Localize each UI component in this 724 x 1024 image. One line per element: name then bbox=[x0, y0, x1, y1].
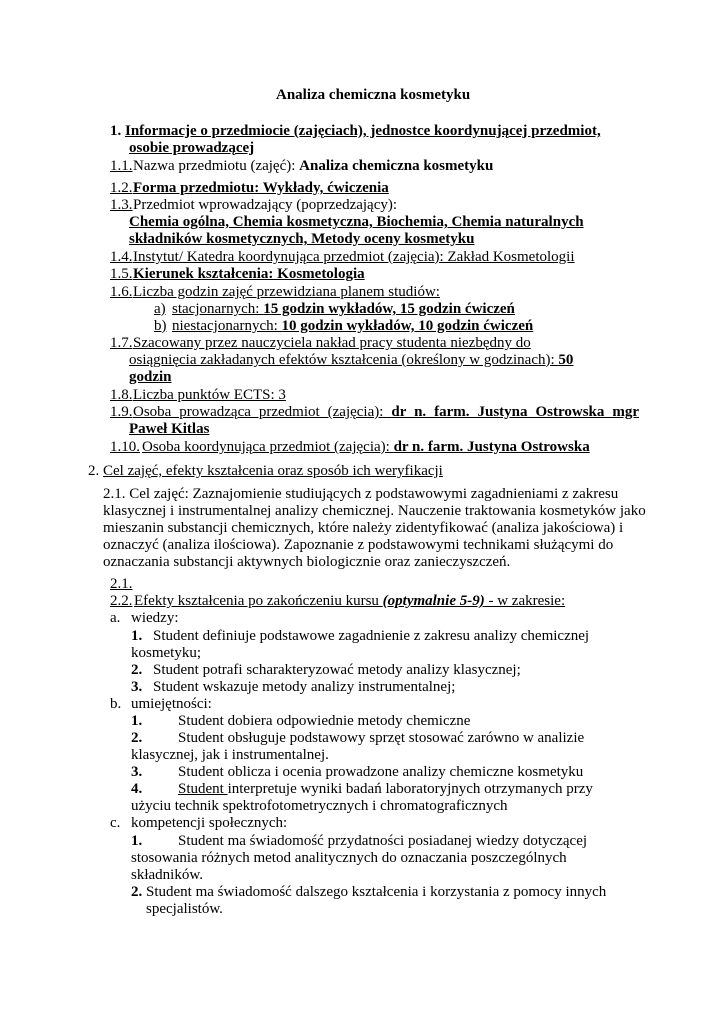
list-a-2: Student potrafi scharakteryzować metody analizy klasycznej; bbox=[153, 662, 521, 678]
list-a-3: Student wskazuje metody analizy instrumentalnej; bbox=[153, 679, 456, 695]
item-2-2-label: Efekty kształcenia po zakończeniu kursu bbox=[134, 593, 383, 609]
list-b-label: umiejętności: bbox=[131, 696, 212, 712]
item-1-6-a bbox=[172, 301, 515, 318]
item-1-1-number: 1.1. bbox=[110, 158, 133, 174]
list-a-1-line2: kosmetyku; bbox=[131, 645, 201, 661]
item-1-6-a-value: 15 godzin wykładów, 15 godzin ćwiczeń bbox=[263, 301, 515, 317]
para-2-1-line4: oznaczyć (analiza ilościowa). Zapoznanie z podstawowymi technikami służącymi do bbox=[103, 537, 614, 553]
item-1-10-label: Osoba koordynująca przedmiot (zajęcia): bbox=[142, 439, 394, 455]
para-2-1-line1: 2.1. Cel zajęć: Zaznajomienie studiujących z podstawowymi zagadnieniami z zakresu bbox=[103, 486, 619, 502]
list-b-1-number: 1. bbox=[131, 713, 143, 729]
item-1-3-value-line1: Chemia ogólna, Chemia kosmetyczna, Biochemia, Chemia naturalnych bbox=[129, 214, 584, 230]
para-2-1-line5: oznaczania substancji aktywnych biologicznie oraz zanieczyszczeń. bbox=[103, 554, 511, 570]
item-2-1-number: 2.1. bbox=[110, 576, 133, 592]
item-1-8-number: 1.8. bbox=[110, 387, 133, 403]
item-2-2-italic: (optymalnie 5-9) bbox=[382, 593, 485, 609]
item-1-8-label: Liczba punktów ECTS: 3 bbox=[133, 387, 286, 403]
item-1-5-number: 1.5. bbox=[110, 266, 133, 282]
item-2-2-tail: - w zakresie: bbox=[484, 593, 566, 609]
item-1-3-number: 1.3. bbox=[110, 197, 133, 213]
list-b-4-line2: użyciu technik spektrofotometrycznych i chromatograficznych bbox=[131, 798, 508, 814]
item-1-6-a-label: stacjonarnych: bbox=[172, 301, 264, 317]
item-1-6-a-mark: a) bbox=[154, 301, 166, 317]
item-1-10-number: 1.10. bbox=[110, 439, 140, 455]
item-1-9-value-line1: dr n. farm. Justyna Ostrowska mgr bbox=[391, 404, 639, 420]
item-1-9-label: Osoba prowadząca przedmiot (zajęcia): bbox=[133, 404, 392, 420]
item-1-6-b-mark: b) bbox=[154, 318, 167, 334]
list-c-1-number: 1. bbox=[131, 833, 143, 849]
list-b-mark: b. bbox=[110, 696, 122, 712]
item-1-9-value-line2: Paweł Kitlas bbox=[129, 421, 210, 437]
item-1-5-label: Kierunek kształcenia: Kosmetologia bbox=[133, 266, 365, 282]
list-c-2-line1: Student ma świadomość dalszego kształcenia i korzystania z pomocy innych bbox=[146, 884, 607, 900]
list-c-2-number: 2. bbox=[131, 884, 143, 900]
item-1-7-line2 bbox=[129, 352, 573, 369]
list-a-1-number: 1. bbox=[131, 628, 143, 644]
item-1-1-label: Nazwa przedmiotu (zajęć): bbox=[133, 158, 300, 174]
list-b-4-text: interpretuje wyniki badań laboratoryjnych otrzymanych przy bbox=[227, 781, 593, 797]
list-a-1-line1: Student definiuje podstawowe zagadnienie z zakresu analizy chemicznej bbox=[153, 628, 590, 644]
section-2-heading: Cel zajęć, efekty kształcenia oraz sposób ich weryfikacji bbox=[103, 463, 443, 479]
list-a-2-number: 2. bbox=[131, 662, 143, 678]
para-2-1-line2: klasycznej i instrumentalnej analizy chemicznej. Nauczenie traktowania kosmetyków jako bbox=[103, 503, 646, 519]
list-c-label: kompetencji społecznych: bbox=[131, 815, 288, 831]
para-2-1-line3: mieszanin substancji chemicznych, które należy zidentyfikować (analiza jakościowa) i bbox=[103, 520, 624, 536]
list-a-3-number: 3. bbox=[131, 679, 143, 695]
item-1-1-value: Analiza chemiczna kosmetyku bbox=[299, 158, 494, 174]
list-c-mark: c. bbox=[110, 815, 121, 831]
list-c-1-line1: Student ma świadomość przydatności posiadanej wiedzy dotyczącej bbox=[178, 833, 588, 849]
item-1-10-value: dr n. farm. Justyna Ostrowska bbox=[393, 439, 590, 455]
list-b-2-line1: Student obsługuje podstawowy sprzęt stosować zarówno w analizie bbox=[178, 730, 585, 746]
item-1-3-value-line2: składników kosmetycznych, Metody oceny kosmetyku bbox=[129, 231, 475, 247]
item-1-7-value: 50 bbox=[558, 352, 574, 368]
item-1-7-line2-text: osiągnięcia zakładanych efektów kształcenia (określony w godzinach): bbox=[129, 352, 559, 368]
item-1-7-line1: Szacowany przez nauczyciela nakład pracy studenta niezbędny do bbox=[133, 335, 531, 351]
item-1-6-label: Liczba godzin zajęć przewidziana planem studiów: bbox=[133, 284, 440, 300]
section-1-heading-line2: osobie prowadzącej bbox=[129, 140, 255, 156]
item-1-9-number: 1.9. bbox=[110, 404, 133, 420]
item-1-6-b-label: niestacjonarnych: bbox=[172, 318, 282, 334]
item-1-7-number: 1.7. bbox=[110, 335, 133, 351]
item-1-7-line3: godzin bbox=[129, 369, 172, 385]
list-b-4-student: Student bbox=[178, 781, 228, 797]
item-2-2-number: 2.2. bbox=[110, 593, 133, 609]
list-b-4-line1 bbox=[178, 781, 593, 798]
item-1-4-label: Instytut/ Katedra koordynująca przedmiot (zajęcia): Zakład Kosmetologii bbox=[133, 249, 575, 265]
item-1-6-b-value: 10 godzin wykładów, 10 godzin ćwiczeń bbox=[281, 318, 534, 334]
item-1-6-number: 1.6. bbox=[110, 284, 133, 300]
list-a-mark: a. bbox=[110, 610, 121, 626]
document-title: Analiza chemiczna kosmetyku bbox=[276, 87, 471, 103]
item-1-2-label: Forma przedmiotu: Wykłady, ćwiczenia bbox=[133, 180, 389, 196]
list-b-3-number: 3. bbox=[131, 764, 143, 780]
item-1-6-b bbox=[172, 318, 533, 335]
list-b-2-line2: klasycznej, jak i instrumentalnej. bbox=[131, 747, 329, 763]
list-b-3: Student oblicza i ocenia prowadzone analizy chemiczne kosmetyku bbox=[178, 764, 584, 780]
section-1-heading-line1: Informacje o przedmiocie (zajęciach), jednostce koordynującej przedmiot, bbox=[125, 123, 601, 139]
item-1-2-number: 1.2. bbox=[110, 180, 133, 196]
list-b-1: Student dobiera odpowiednie metody chemiczne bbox=[178, 713, 471, 729]
list-b-2-number: 2. bbox=[131, 730, 143, 746]
item-1-3-label: Przedmiot wprowadzający (poprzedzający): bbox=[133, 197, 398, 213]
list-c-2-line2: specjalistów. bbox=[146, 901, 223, 917]
item-1-10 bbox=[142, 439, 590, 456]
section-2-number: 2. bbox=[88, 463, 100, 479]
list-c-1-line2: stosowania różnych metod analitycznych do oznaczania poszczególnych bbox=[131, 850, 567, 866]
section-1-number: 1. bbox=[110, 123, 122, 139]
item-1-4-number: 1.4. bbox=[110, 249, 133, 265]
list-c-1-line3: składników. bbox=[131, 867, 203, 883]
item-1-1 bbox=[133, 158, 493, 175]
item-2-2-heading bbox=[134, 593, 565, 610]
item-1-9-line1 bbox=[133, 404, 639, 421]
list-b-4-number: 4. bbox=[131, 781, 143, 797]
list-a-label: wiedzy: bbox=[131, 610, 179, 626]
